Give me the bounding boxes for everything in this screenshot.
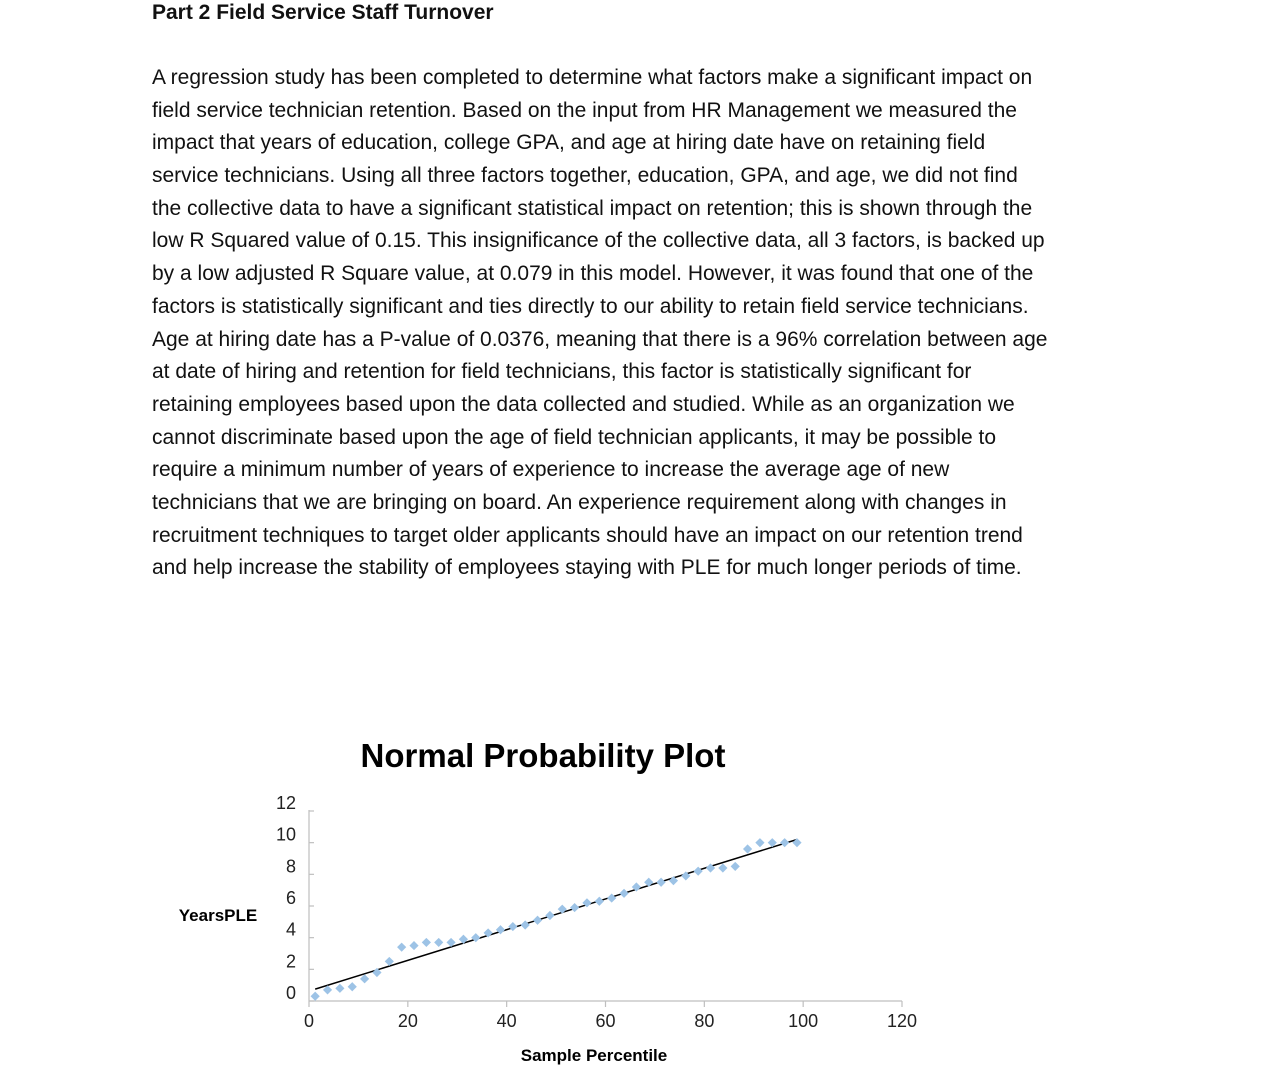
y-axis-title: YearsPLE	[178, 906, 258, 925]
paragraph-line: impact that years of education, college GPA, and age at hiring date have on retaining field	[152, 131, 986, 155]
paragraph-line: cannot discriminate based upon the age of field technician applicants, it may be possible to	[152, 425, 997, 449]
y-tick-label: 0	[285, 983, 296, 1003]
chart-axes	[276, 793, 917, 1031]
data-point	[792, 838, 801, 847]
paragraph-line: Age at hiring date has a P-value of 0.0376, meaning that there is a 96% correlation between age	[152, 327, 1048, 351]
data-point	[397, 943, 406, 952]
paragraph-line: A regression study has been completed to determine what factors make a significant impact on	[152, 66, 1033, 89]
data-point	[755, 838, 764, 847]
paragraph-line: factors is statistically significant and ties directly to our ability to retain field service technicians.	[152, 294, 1029, 318]
paragraph-line: the collective data to have a significant statistical impact on retention; this is shown through the	[152, 196, 1033, 220]
data-point	[619, 889, 628, 898]
data-point	[731, 862, 740, 871]
paragraph-line: service technicians. Using all three factors together, education, GPA, and age, we did not find	[152, 164, 1018, 188]
data-point	[780, 838, 789, 847]
data-point	[508, 922, 517, 931]
x-tick-label: 60	[595, 1011, 616, 1031]
page-title: Part 2 Field Service Staff Turnover	[152, 1, 494, 24]
paragraph-line: by a low adjusted R Square value, at 0.079 in this model. However, it was found that one of the	[152, 262, 1034, 286]
data-point	[335, 984, 344, 993]
chart-title: Normal Probability Plot	[360, 737, 726, 774]
paragraph-line: and help increase the stability of employees staying with PLE for much longer periods of time.	[152, 556, 1022, 580]
trendline-group	[315, 840, 797, 990]
data-point	[718, 863, 727, 872]
data-point	[348, 982, 357, 991]
data-point	[607, 893, 616, 902]
paragraph-line: require a minimum number of years of experience to increase the average age of new	[152, 458, 950, 482]
y-tick-label: 10	[275, 824, 296, 845]
paragraph-line: low R Squared value of 0.15. This insignificance of the collective data, all 3 factors, is backed up	[152, 229, 1045, 253]
data-point	[558, 905, 567, 914]
data-point	[656, 878, 665, 887]
data-point	[570, 903, 579, 912]
y-tick-label: 8	[285, 856, 296, 877]
data-points	[311, 838, 802, 1001]
paragraph-line: at date of hiring and retention for field technicians, this factor is statistically significant for	[152, 360, 972, 384]
x-axis-title: Sample Percentile	[520, 1046, 668, 1065]
paragraph-line: technicians that we are bringing on board. An experience requirement along with changes in	[152, 490, 1007, 514]
data-point	[311, 992, 320, 1001]
y-tick-label: 12	[275, 793, 296, 813]
data-point	[743, 844, 752, 853]
data-point	[545, 911, 554, 920]
y-tick-label: 6	[285, 888, 296, 908]
data-point	[694, 867, 703, 876]
data-point	[595, 897, 604, 906]
normal-probability-plot	[160, 730, 940, 1065]
data-point	[533, 916, 542, 925]
x-tick-label: 120	[886, 1011, 918, 1031]
y-tick-label: 4	[285, 919, 296, 940]
data-point	[360, 974, 369, 983]
data-point	[422, 938, 431, 947]
trendline	[315, 840, 797, 990]
paragraph-line: recruitment techniques to target older applicants should have an impact on our retention trend	[152, 523, 1023, 547]
data-point	[521, 920, 530, 929]
paragraph-line: field service technician retention. Based on the input from HR Management we measured the	[152, 98, 1017, 122]
x-tick-label: 20	[397, 1011, 418, 1031]
data-point	[644, 878, 653, 887]
data-point	[409, 941, 418, 950]
data-point	[434, 938, 443, 947]
body-paragraph	[152, 62, 1137, 585]
x-tick-label: 0	[303, 1011, 315, 1031]
x-tick-label: 40	[496, 1011, 517, 1031]
y-tick-label: 2	[285, 951, 296, 972]
paragraph-line: retaining employees based upon the data collected and studied. While as an organization we	[152, 392, 1015, 416]
x-tick-label: 80	[694, 1011, 715, 1031]
x-tick-label: 100	[788, 1011, 819, 1031]
